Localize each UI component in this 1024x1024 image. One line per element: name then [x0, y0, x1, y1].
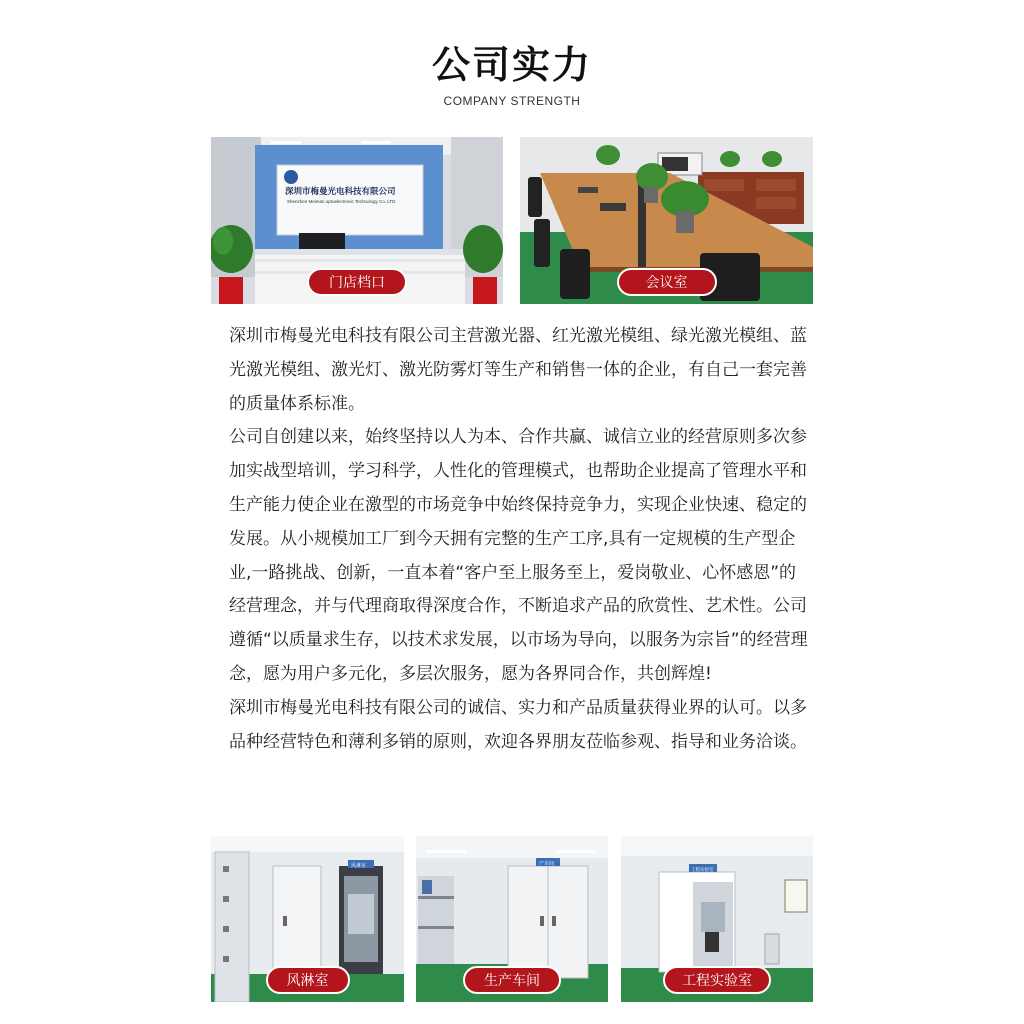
paragraph-welcome: 深圳市梅曼光电科技有限公司的诚信、实力和产品质量获得业界的认可。以多品种经营特色和薄利多销的原则，欢迎各界朋友莅临参观、指导和业务洽谈。: [229, 697, 807, 752]
air-shower-room-photo: [211, 836, 404, 1002]
paragraph-intro: 深圳市梅曼光电科技有限公司主营激光器、红光激光模组、绿光激光模组、蓝光激光模组、激光灯、激光防雾灯等生产和销售一体的企业，有自己一套完善的质量体系标准。: [229, 326, 807, 414]
page-subtitle: COMPANY STRENGTH: [443, 94, 581, 108]
workshop-caption: 生产车间: [463, 966, 561, 994]
meeting-room-photo: [520, 137, 813, 304]
company-description: [219, 320, 811, 759]
sign-subtext: Shenzhen Meiman optoelectronic Technology Co.,LTD: [287, 199, 396, 204]
workshop-sign: 产车间: [539, 861, 555, 867]
engineering-lab-photo: [621, 836, 813, 1002]
store-front-caption: 门店档口: [307, 268, 407, 296]
sign-text: 深圳市梅曼光电科技有限公司: [285, 187, 396, 197]
lab-sign: 工程实验室: [691, 868, 714, 873]
meeting-room-caption: 会议室: [617, 268, 717, 296]
workshop-photo: [416, 836, 608, 1002]
air-shower-sign: 风淋室: [351, 863, 367, 869]
store-front-photo: [211, 137, 503, 304]
engineering-lab-caption: 工程实验室: [663, 966, 771, 994]
air-shower-room-caption: 风淋室: [266, 966, 350, 994]
paragraph-history: 公司自创建以来，始终坚持以人为本、合作共赢、诚信立业的经营原则多次参加实战型培训，学习科学，人性化的管理模式，也帮助企业提高了管理水平和生产能力使企业在激型的市场竞争中始终保持竞争力，实现企业快速、稳定的发展。从小规模加工厂到今天拥有完整的生产工序,具有一定规模的生产型企业,一路挑战、创新，一直本着“客户至上服务至上，爱岗敬业、心怀感恩”的经营理念，并与代理商取得深度合作，不断追求产品的欣赏性、艺术性。公司遵循“以质量求生存，以技术求发展，以市场为导向，以服务为宗旨”的经营理念，愿为用户多元化，多层次服务，愿为各界同合作，共创辉煌!: [229, 427, 808, 684]
page-title: 公司实力: [431, 43, 592, 87]
